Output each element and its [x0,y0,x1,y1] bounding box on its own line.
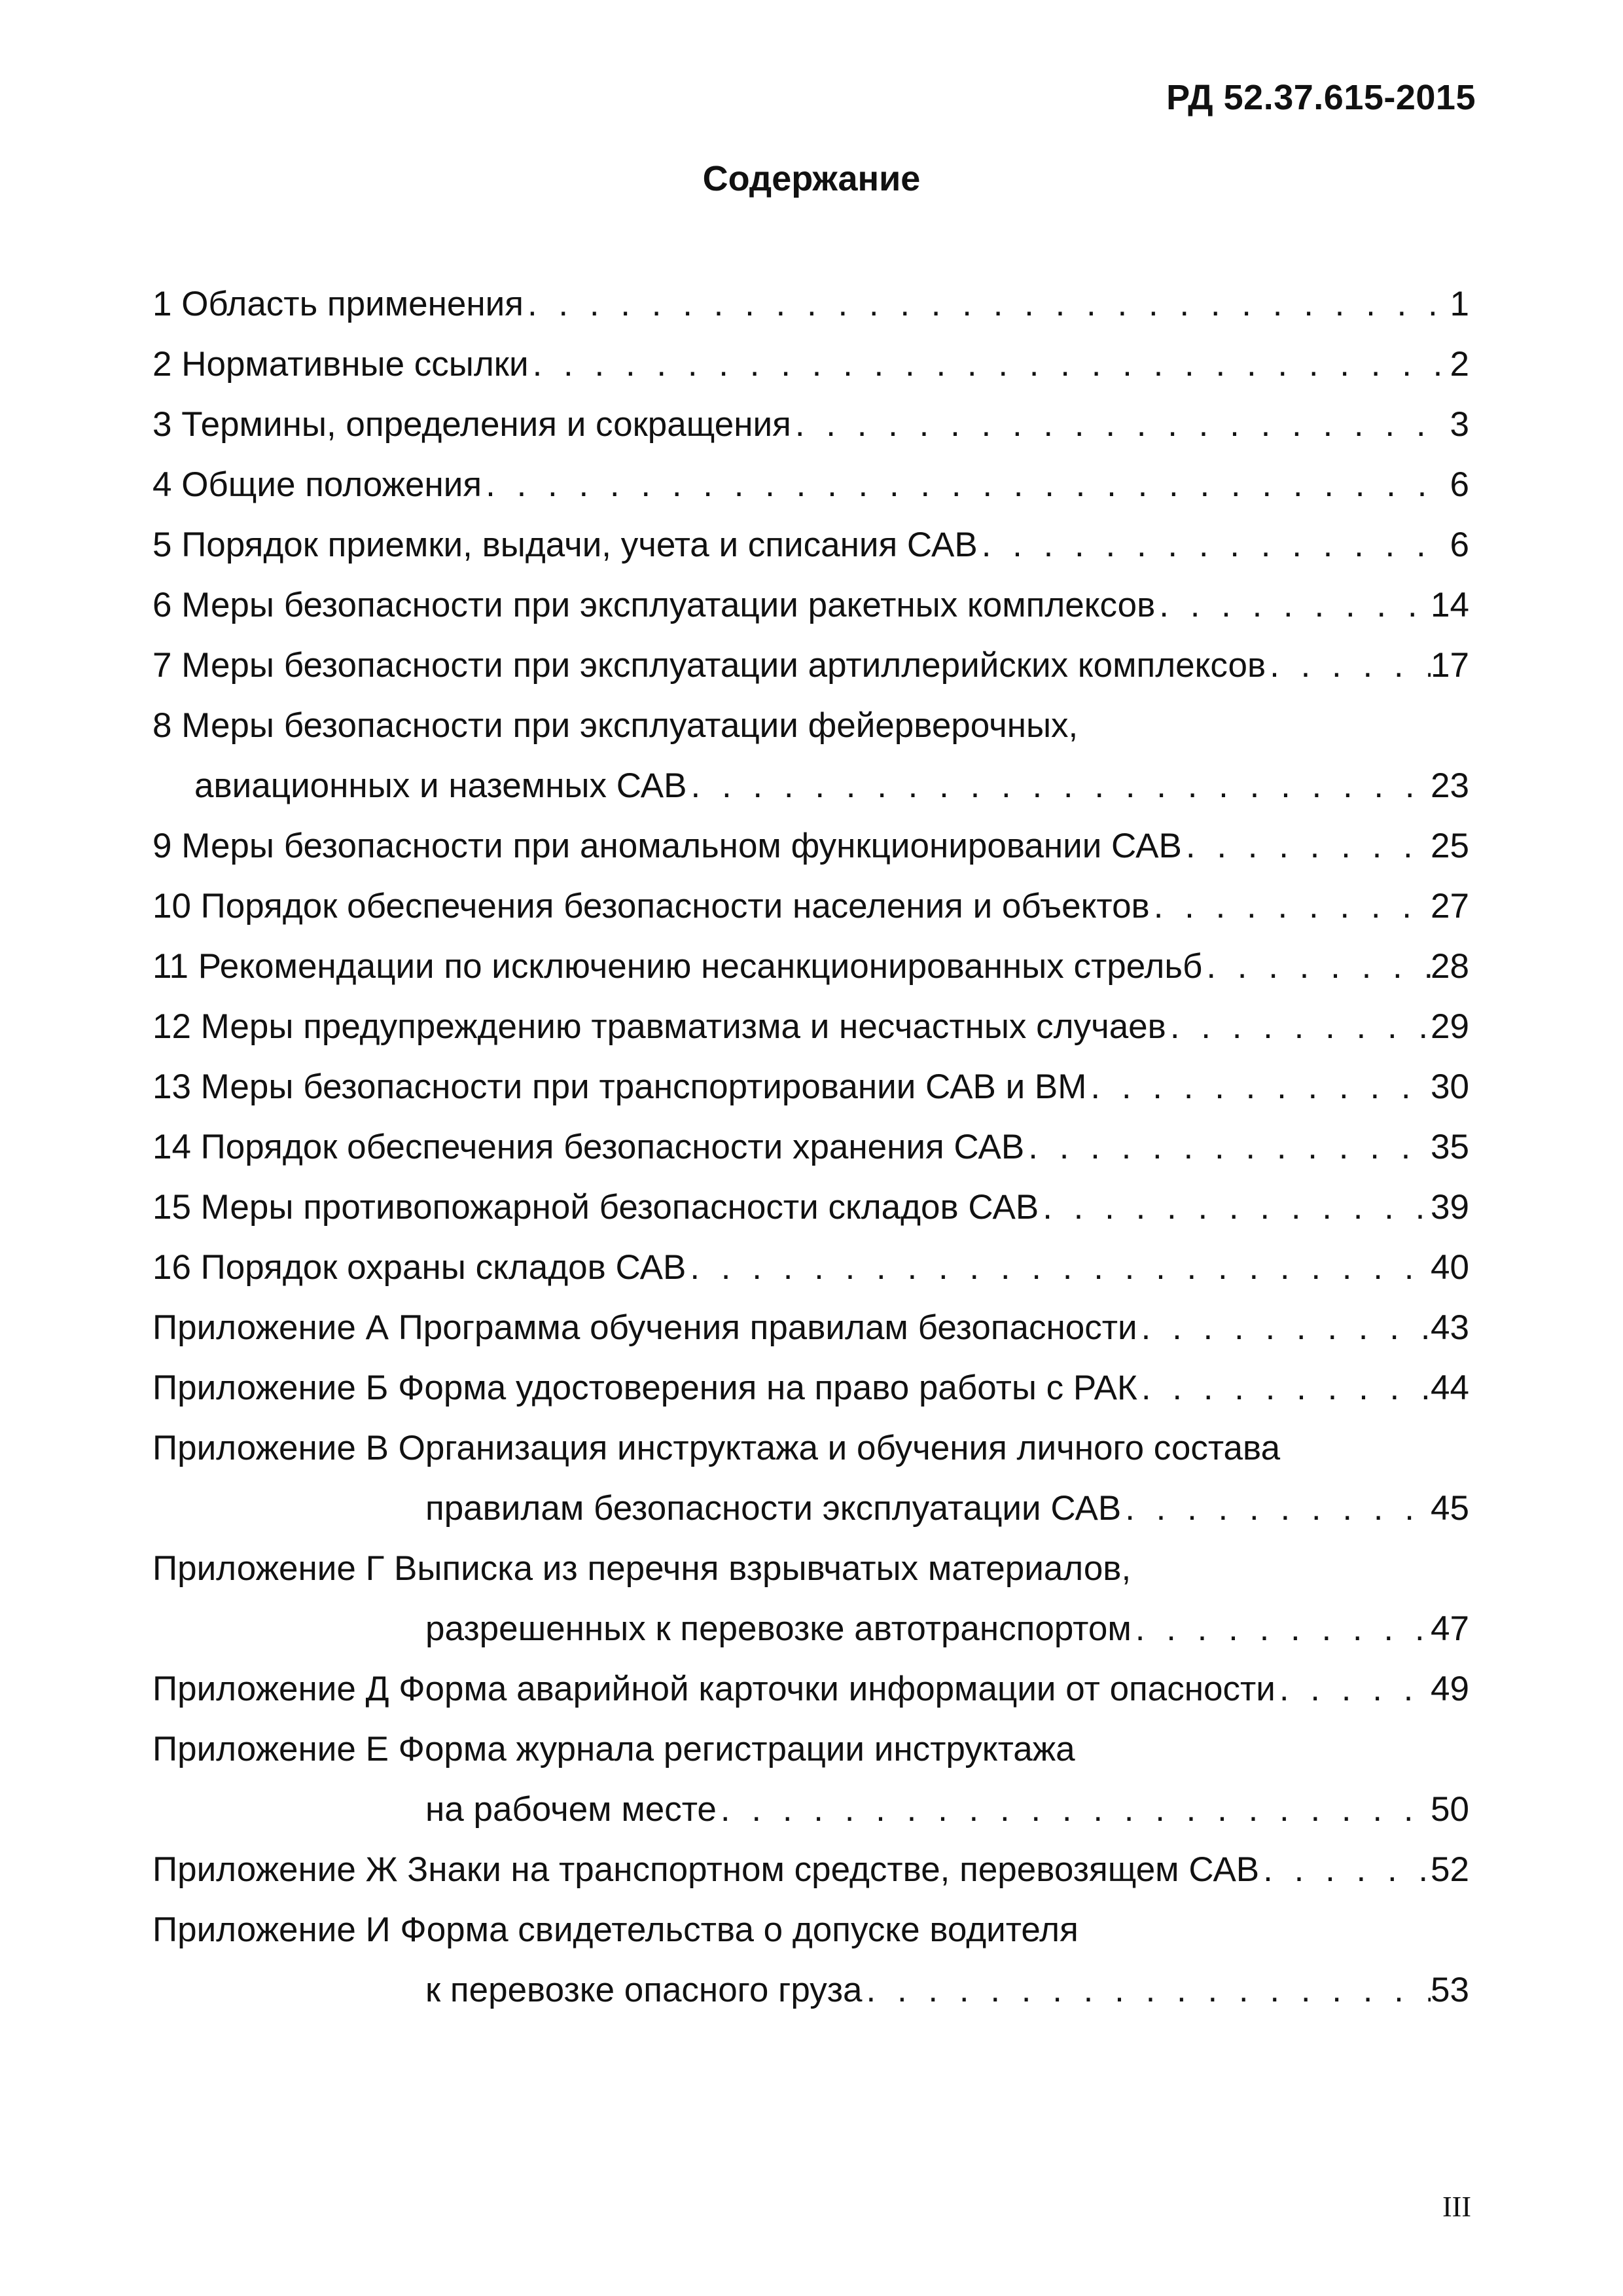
toc-page-number: 25 [1431,827,1469,865]
toc-entry[interactable] [152,1609,1469,1649]
dot-leader [1150,886,1431,927]
toc-entry-title-line [152,706,1469,746]
toc-entry-title: 4 Общие положения [152,465,482,504]
toc-entry-title-line [152,1729,1469,1770]
toc-entry-title: Приложение Б Форма удостоверения на право работы с РАК [152,1369,1137,1407]
toc-entry-continuation: на рабочем месте [425,1790,717,1829]
toc-page-number: 28 [1431,947,1469,986]
toc-entry[interactable] [152,1247,1469,1288]
toc-page-number: 6 [1450,526,1469,564]
toc-entry[interactable] [152,1368,1469,1408]
toc-page-number: 49 [1431,1670,1469,1708]
dot-leader [1202,946,1431,987]
toc-entry[interactable] [152,766,1469,806]
document-code: РД 52.37.615-2015 [1166,78,1476,117]
toc-entry[interactable] [152,645,1469,686]
toc-entry-title: 15 Меры противопожарной безопасности складов САВ [152,1188,1039,1227]
dot-leader [1266,645,1431,686]
toc-entry-continuation: к перевозке опасного груза [425,1971,863,2009]
dot-leader [1024,1127,1431,1168]
toc-entry[interactable] [152,1308,1469,1348]
toc-page-number: 47 [1431,1609,1469,1648]
toc-entry-title-line [152,1910,1469,1950]
toc-entry-title: 2 Нормативные ссылки [152,345,529,384]
toc-page-number: 39 [1431,1188,1469,1227]
toc-entry[interactable] [152,585,1469,626]
dot-leader [1121,1488,1431,1529]
toc-page-number: 35 [1431,1128,1469,1166]
toc-entry-continuation: правилам безопасности эксплуатации САВ [425,1489,1122,1528]
toc-page-number: 53 [1431,1971,1469,2009]
toc-entry[interactable] [152,525,1469,565]
toc-entry-title: Приложение Д Форма аварийной карточки информации от опасности [152,1670,1275,1708]
toc-entry-title: 3 Термины, определения и сокращения [152,405,791,444]
dot-leader [524,284,1450,325]
toc-entry[interactable] [152,886,1469,927]
dot-leader [1086,1067,1431,1107]
toc-entry-title: 12 Меры предупреждению травматизма и несчастных случаев [152,1007,1166,1046]
toc-page-number: 44 [1431,1369,1469,1407]
toc-entry[interactable] [152,465,1469,505]
toc-entry-continuation: разрешенных к перевозке автотранспортом [425,1609,1132,1648]
dot-leader [686,1247,1431,1288]
dot-leader [1259,1850,1431,1890]
toc-entry[interactable] [152,1187,1469,1228]
toc-entry-title: 16 Порядок охраны складов САВ [152,1248,687,1287]
dot-leader [529,344,1450,385]
toc-page-number: 52 [1431,1850,1469,1889]
toc-entry[interactable] [152,946,1469,987]
toc-page-number: 50 [1431,1790,1469,1829]
dot-leader [1182,826,1431,867]
toc-entry-title: 10 Порядок обеспечения безопасности населения и объектов [152,887,1150,925]
toc-page-number: 6 [1450,465,1469,504]
toc-entry[interactable] [152,826,1469,867]
toc-entry-title: Приложение А Программа обучения правилам безопасности [152,1308,1137,1347]
table-of-contents [152,284,1469,2030]
dot-leader [1166,1007,1431,1047]
toc-entry[interactable] [152,1488,1469,1529]
toc-entry-title-line [152,1549,1469,1589]
toc-page-number: 3 [1450,405,1469,444]
dot-leader [1155,585,1431,626]
toc-entry[interactable] [152,344,1469,385]
toc-entry-title: 14 Порядок обеспечения безопасности хранения САВ [152,1128,1025,1166]
toc-entry-title: Приложение И Форма свидетельства о допуске водителя [152,1910,1079,1949]
toc-entry-title: 11 Рекомендации по исключению несанкционированных стрельб [152,947,1203,986]
toc-page-number: 43 [1431,1308,1469,1347]
toc-entry-title: 1 Область применения [152,285,524,323]
dot-leader [687,766,1431,806]
toc-entry[interactable] [152,1789,1469,1830]
toc-entry-title: 6 Меры безопасности при эксплуатации ракетных комплексов [152,586,1156,624]
toc-entry[interactable] [152,404,1469,445]
toc-entry-title: 13 Меры безопасности при транспортировании САВ и ВМ [152,1067,1087,1106]
dot-leader [1132,1609,1431,1649]
toc-page-number: 23 [1431,766,1469,805]
toc-entry[interactable] [152,1007,1469,1047]
dot-leader [482,465,1450,505]
toc-entry[interactable] [152,284,1469,325]
toc-page-number: 40 [1431,1248,1469,1287]
dot-leader [1039,1187,1431,1228]
toc-entry[interactable] [152,1970,1469,2011]
toc-entry[interactable] [152,1669,1469,1710]
toc-entry-continuation: авиационных и наземных САВ [194,766,687,805]
dot-leader [1137,1308,1431,1348]
dot-leader [1275,1669,1431,1710]
toc-page-number: 30 [1431,1067,1469,1106]
toc-page-number: 2 [1450,345,1469,384]
dot-leader [717,1789,1431,1830]
toc-entry[interactable] [152,1850,1469,1890]
dot-leader [863,1970,1431,2011]
toc-entry-title: Приложение Е Форма журнала регистрации инструктажа [152,1730,1075,1768]
toc-entry-title-line [152,1428,1469,1469]
toc-page-number: 29 [1431,1007,1469,1046]
dot-leader [1137,1368,1431,1408]
toc-entry[interactable] [152,1067,1469,1107]
dot-leader [791,404,1450,445]
page-number: III [1442,2191,1471,2223]
toc-page-number: 1 [1450,285,1469,323]
toc-entry-title: 9 Меры безопасности при аномальном функционировании САВ [152,827,1182,865]
toc-entry-title: Приложение Г Выписка из перечня взрывчатых материалов, [152,1549,1132,1588]
toc-entry-title: 8 Меры безопасности при эксплуатации фейерверочных, [152,706,1079,745]
toc-page-number: 27 [1431,887,1469,925]
toc-entry-title: 7 Меры безопасности при эксплуатации артиллерийских комплексов [152,646,1266,685]
toc-page-number: 45 [1431,1489,1469,1528]
dot-leader [978,525,1450,565]
toc-page-number: 14 [1431,586,1469,624]
toc-entry[interactable] [152,1127,1469,1168]
toc-entry-title: Приложение В Организация инструктажа и обучения личного состава [152,1429,1281,1467]
toc-entry-title: 5 Порядок приемки, выдачи, учета и списания САВ [152,526,978,564]
toc-page-number: 17 [1431,646,1469,685]
page-title: Содержание [702,159,921,198]
toc-entry-title: Приложение Ж Знаки на транспортном средстве, перевозящем САВ [152,1850,1260,1889]
